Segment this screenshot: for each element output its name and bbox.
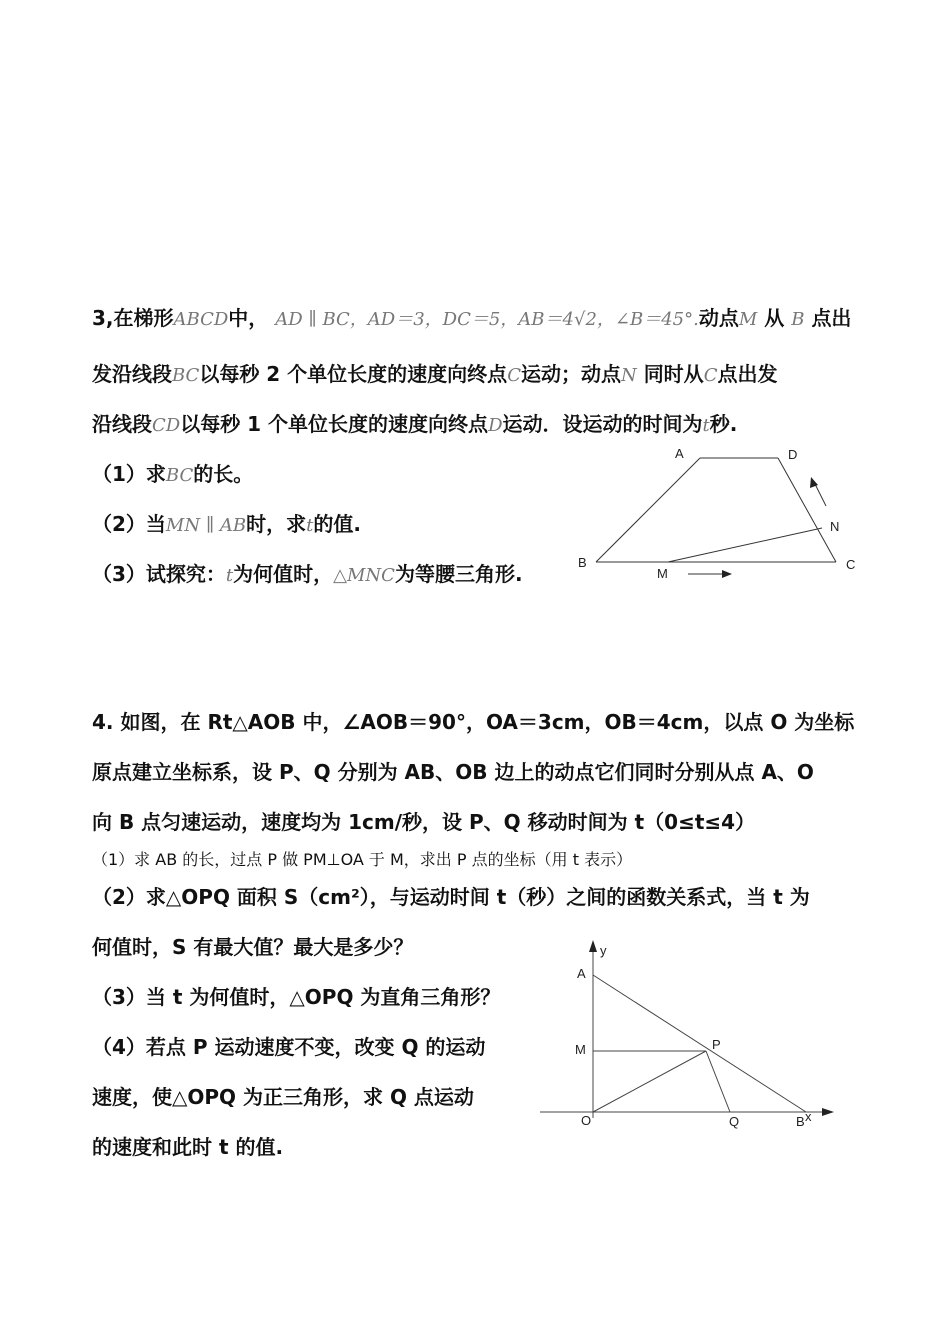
- label-y: y: [600, 943, 607, 958]
- text: 沿线段: [92, 412, 152, 436]
- text: 同时从: [643, 362, 704, 386]
- y-arrow-head: [589, 940, 597, 952]
- math: t: [306, 515, 314, 536]
- math: BC: [165, 465, 194, 486]
- text: 以每秒 1 个单位长度的速度向终点: [180, 412, 489, 436]
- label-c: C: [846, 557, 856, 572]
- label-a4: A: [577, 966, 586, 981]
- math: CD: [152, 415, 181, 436]
- math: C: [703, 365, 718, 386]
- p4-q2a: （2）求△OPQ 面积 S（cm²），与运动时间 t（秒）之间的函数关系式，当 t 为: [92, 885, 810, 909]
- segment-ab-hyp: [593, 975, 806, 1112]
- text: 从: [764, 306, 785, 330]
- label-m4: M: [575, 1042, 586, 1057]
- segment-pq: [706, 1051, 730, 1112]
- label-q4: Q: [729, 1114, 740, 1129]
- text: 中，: [228, 306, 269, 330]
- math: △MNC: [333, 565, 395, 586]
- text: 的值.: [313, 512, 361, 536]
- label-p4: P: [712, 1037, 721, 1052]
- x-arrow-head: [822, 1108, 834, 1116]
- segment-mn: [668, 528, 822, 562]
- math: t: [225, 565, 234, 586]
- text: 运动；动点: [520, 362, 621, 386]
- math: B: [791, 309, 805, 330]
- p4-line3: 向 B 点匀速运动，速度均为 1cm/秒，设 P、Q 移动时间为 t（0≤t≤4）: [92, 810, 756, 834]
- text: 3,在梯形: [92, 306, 174, 330]
- math: ABCD: [173, 309, 229, 330]
- label-a: A: [675, 446, 684, 461]
- math: MN ∥ AB: [165, 515, 247, 536]
- p4-q4a: （4）若点 P 运动速度不变，改变 Q 的运动: [92, 1035, 486, 1059]
- math: BC: [172, 365, 200, 386]
- text: 以每秒 2 个单位长度的速度向终点: [199, 362, 508, 386]
- segment-ab: [596, 458, 700, 562]
- segment-op: [593, 1051, 706, 1112]
- label-o4: O: [581, 1113, 592, 1128]
- text: （2）当: [92, 512, 166, 536]
- text: 动点: [698, 306, 739, 330]
- p4-q4b: 速度，使△OPQ 为正三角形，求 Q 点运动: [92, 1085, 474, 1109]
- text: 发沿线段: [92, 362, 172, 386]
- math: t: [702, 415, 710, 436]
- p4-q4c: 的速度和此时 t 的值.: [92, 1135, 284, 1159]
- text: 时，求: [246, 512, 307, 536]
- math: D: [488, 415, 503, 436]
- text: 点出: [811, 306, 852, 330]
- p4-line1: 4. 如图，在 Rt△AOB 中，∠AOB＝90°，OA＝3cm，OB＝4cm，以点 O 为坐标: [92, 710, 855, 734]
- text: （1）求: [92, 462, 166, 486]
- math: AD ∥ BC，AD＝3，DC＝5，AB＝4√2，∠B＝45°.: [275, 309, 699, 330]
- label-n: N: [830, 519, 840, 534]
- text: 为何值时，: [233, 562, 334, 586]
- p4-q2b: 何值时，S 有最大值？最大是多少？: [92, 935, 414, 959]
- label-x: x: [805, 1109, 812, 1124]
- text: （3）试探究：: [92, 562, 226, 586]
- segment-dc: [778, 458, 836, 562]
- text: 运动．设运动的时间为: [502, 412, 703, 436]
- label-m: M: [657, 566, 668, 581]
- math: N: [620, 365, 637, 386]
- label-b4: B: [796, 1114, 805, 1129]
- label-b: B: [578, 555, 587, 570]
- p4-q1: （1）求 AB 的长，过点 P 做 PM⊥OA 于 M，求出 P 点的坐标（用 t 表示）: [92, 850, 633, 869]
- p4-line2: 原点建立坐标系，设 P、Q 分别为 AB、OB 边上的动点它们同时分别从点 A、O: [92, 760, 814, 784]
- label-d: D: [788, 447, 798, 462]
- math: M: [738, 309, 758, 330]
- text: 的长。: [193, 462, 254, 486]
- arrow-n-head: [810, 477, 818, 488]
- arrow-m-head: [722, 570, 732, 578]
- p4-q3: （3）当 t 为何值时，△OPQ 为直角三角形？: [92, 985, 501, 1009]
- text: 为等腰三角形.: [394, 562, 523, 586]
- text: 点出发: [717, 362, 778, 386]
- math: C: [507, 365, 521, 386]
- text: 秒.: [709, 412, 738, 436]
